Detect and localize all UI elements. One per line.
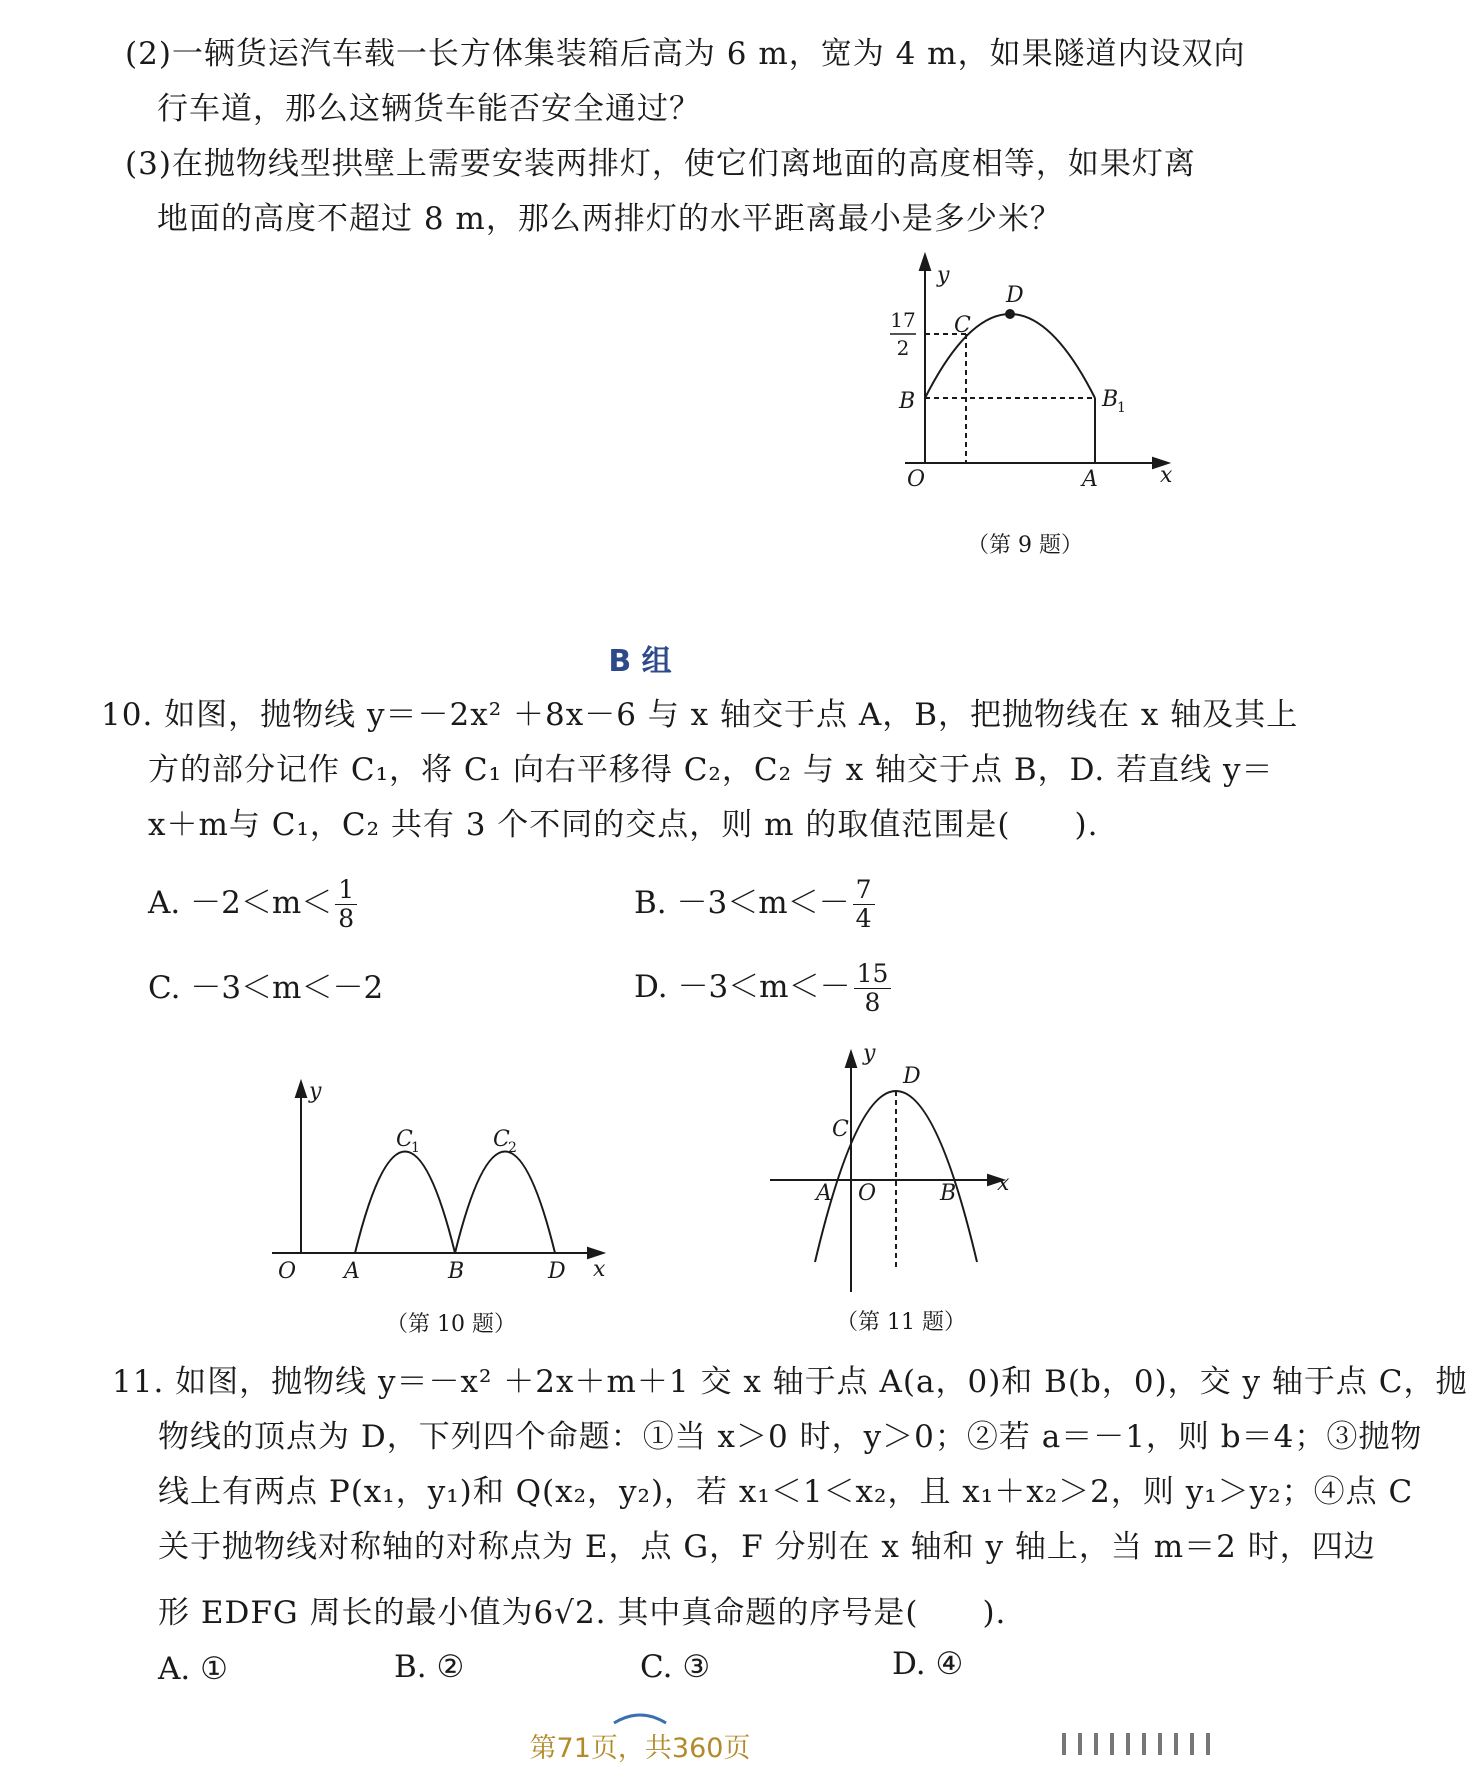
fig9-label-b: B [899,389,916,414]
fig11-label-d: D [903,1064,921,1089]
q10-option-d-den: 8 [864,988,881,1017]
fig10-label-d: D [548,1259,566,1284]
fig9-label-a: A [1082,467,1098,492]
fig10-label-c1-sub: 1 [411,1140,420,1156]
fig11-caption: （第 11 题） [836,1310,966,1335]
fig10-caption: （第 10 题） [386,1312,516,1337]
q9-sub3-line1: (3)在抛物线型拱壁上需要安装两排灯，使它们离地面的高度相等，如果灯离 [125,146,1196,182]
scroll-tick-icon [1094,1733,1098,1755]
scroll-tick-icon [1158,1733,1162,1755]
fig10-label-a: A [344,1259,360,1284]
fig10-label-b: B [448,1259,465,1284]
q10-option-b-num: 7 [853,876,875,905]
q10-option-a-den: 8 [338,904,355,933]
fig10-label-o: O [278,1259,297,1284]
q11-option-b: B. ② [394,1649,465,1685]
fig9-caption: （第 9 题） [967,533,1083,558]
q10-option-b-text: B. －3＜m＜－ [634,885,850,921]
q11-option-a: A. ① [158,1651,228,1687]
scroll-tick-icon [1126,1733,1130,1755]
q10-option-a-text: A. －2＜m＜ [148,885,333,921]
scroll-tick-icon [1142,1733,1146,1755]
fig9-label-y: y [937,263,950,288]
fig9-frac-den: 2 [896,336,910,360]
fig11-label-a: A [816,1181,832,1206]
fig10-label-y: y [309,1079,322,1104]
scroll-tick-icon [1174,1733,1178,1755]
fig11-label-x: x [997,1171,1010,1196]
q11-line3: 线上有两点 P(x₁，y₁)和 Q(x₂，y₂)，若 x₁＜1＜x₂，且 x₁＋x₂＞2，则 y₁＞y₂；④点 C [158,1474,1414,1510]
fig10-label-x: x [593,1257,606,1282]
fig9-frac-num: 17 [890,308,916,332]
q9-sub2-line1: (2)一辆货运汽车载一长方体集装箱后高为 6 m，宽为 4 m，如果隧道内设双向 [125,36,1246,72]
fig9-label-c: C [954,313,971,338]
q10-option-d-text: D. －3＜m＜－ [634,969,851,1005]
q10-option-b-den: 4 [855,904,872,933]
fig10-label-c2-sub: 2 [508,1140,517,1156]
page-indicator-arc-icon [610,1707,670,1727]
q9-sub2-line2: 行车道，那么这辆货车能否安全通过？ [157,91,701,127]
fig9-label-b1: B [1102,387,1119,412]
scroll-tick-icon [1206,1733,1210,1755]
fig11-label-y: y [863,1041,876,1066]
q9-sub3-line2: 地面的高度不超过 8 m，那么两排灯的水平距离最小是多少米？ [157,201,1062,237]
fig11-label-b: B [940,1181,957,1206]
q11-option-c: C. ③ [640,1649,711,1685]
page-number: 第71页，共360页 [529,1733,751,1764]
fig9-label-b1-sub: 1 [1117,400,1126,416]
section-title: B 组 [608,644,672,679]
scroll-tick-icon [1062,1733,1066,1755]
q11-option-d: D. ④ [892,1646,964,1682]
scroll-tick-icon [1078,1733,1082,1755]
fig10-label-c1: C [396,1127,413,1152]
fig9-label-d: D [1006,283,1024,308]
q10-line2: 方的部分记作 C₁，将 C₁ 向右平移得 C₂，C₂ 与 x 轴交于点 B，D. 若直线 y＝ [148,752,1274,788]
fig11-label-c: C [832,1117,849,1142]
q10-option-c: C. －3＜m＜－2 [148,970,384,1006]
scroll-tick-icon [1110,1733,1114,1755]
q11-line4: 关于抛物线对称轴的对称点为 E，点 G，F 分别在 x 轴和 y 轴上，当 m＝2 时，四边 [158,1529,1376,1565]
fig10-label-c2: C [493,1127,510,1152]
fig9-label-x: x [1160,463,1173,488]
q10-option-d-num: 15 [854,960,892,989]
fig9-label-o: O [907,467,926,492]
scroll-tick-icon [1190,1733,1194,1755]
q11-line2: 物线的顶点为 D，下列四个命题：①当 x＞0 时，y＞0；②若 a＝－1，则 b＝4；③抛物 [158,1419,1423,1455]
q11-line1: 11. 如图，抛物线 y＝－x² ＋2x＋m＋1 交 x 轴于点 A(a，0)和 B(b，0)，交 y 轴于点 C，抛 [112,1364,1467,1400]
q10-line3: x＋m与 C₁，C₂ 共有 3 个不同的交点，则 m 的取值范围是( ). [148,807,1099,843]
q11-line5: 形 EDFG 周长的最小值为6√2. 其中真命题的序号是( ). [158,1595,1007,1631]
fig11-label-o: O [858,1181,877,1206]
q10-option-a-num: 1 [335,876,357,905]
page-scroll-indicator[interactable] [1062,1733,1222,1759]
q10-line1: 10. 如图，抛物线 y＝－2x² ＋8x－6 与 x 轴交于点 A，B，把抛物线在 x 轴及其上 [101,697,1299,733]
